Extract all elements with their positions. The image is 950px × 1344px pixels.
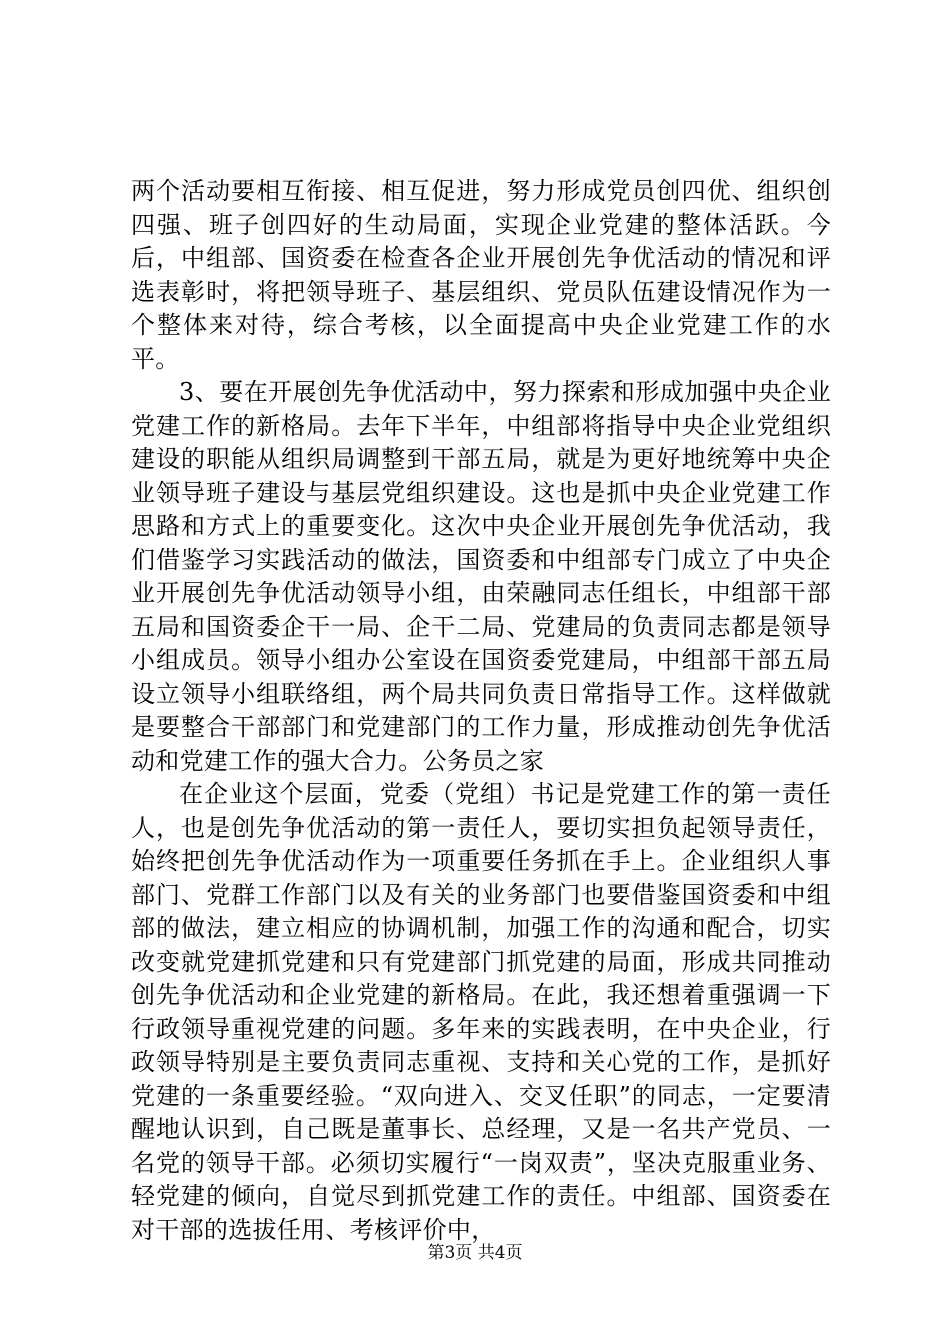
paragraph-3: 在企业这个层面，党委（党组）书记是党建工作的第一责任人，也是创先争优活动的第一责任人，要切实担负起领导责任，始终把创先争优活动作为一项重要任务抓在手上。企业组织人事部门、党群工作部门以及有关的业务部门也要借鉴国资委和中组部的做法，建立相应的协调机制，加强工作的沟通和配合，切实改变就党建抓党建和只有党建部门抓党建的局面，形成共同推动创先争优活动和企业党建的新格局。在此，我还想着重强调一下行政领导重视党建的问题。多年来的实践表明，在中央企业，行政领导特别是主要负责同志重视、支持和关心党的工作，是抓好党建的一条重要经验。“双向进入、交叉任职”的同志，一定要清醒地认识到，自己既是董事长、总经理，又是一名共产党员、一名党的领导干部。必须切实履行“一岗双责”，坚决克服重业务、轻党建的倾向，自觉尽到抓党建工作的责任。中组部、国资委在对干部的选拔任用、考核评价中， (131, 780, 831, 1244)
paragraph-1: 两个活动要相互衔接、相互促进，努力形成党员创四优、组织创四强、班子创四好的生动局面，实现企业党建的整体活跃。今后，中组部、国资委在检查各企业开展创先争优活动的情况和评选表彰时，将把领导班子、基层组织、党员队伍建设情况作为一个整体来对待，综合考核，以全面提高中央企业党建工作的水平。 (131, 177, 831, 373)
page-number-footer: 第3页 共4页 (427, 1243, 523, 1263)
paragraph-2: 3、要在开展创先争优活动中，努力探索和形成加强中央企业党建工作的新格局。去年下半年，中组部将指导中央企业党组织建设的职能从组织局调整到干部五局，就是为更好地统筹中央企业领导班子建设与基层党组织建设。这也是抓中央企业党建工作思路和方式上的重要变化。这次中央企业开展创先争优活动，我们借鉴学习实践活动的做法，国资委和中组部专门成立了中央企业开展创先争优活动领导小组，由荣融同志任组长，中组部干部五局和国资委企干一局、企干二局、党建局的负责同志都是领导小组成员。领导小组办公室设在国资委党建局，中组部干部五局设立领导小组联络组，两个局共同负责日常指导工作。这样做就是要整合干部部门和党建部门的工作力量，形成推动创先争优活动和党建工作的强大合力。公务员之家 (131, 378, 831, 775)
document-body (131, 175, 831, 1247)
